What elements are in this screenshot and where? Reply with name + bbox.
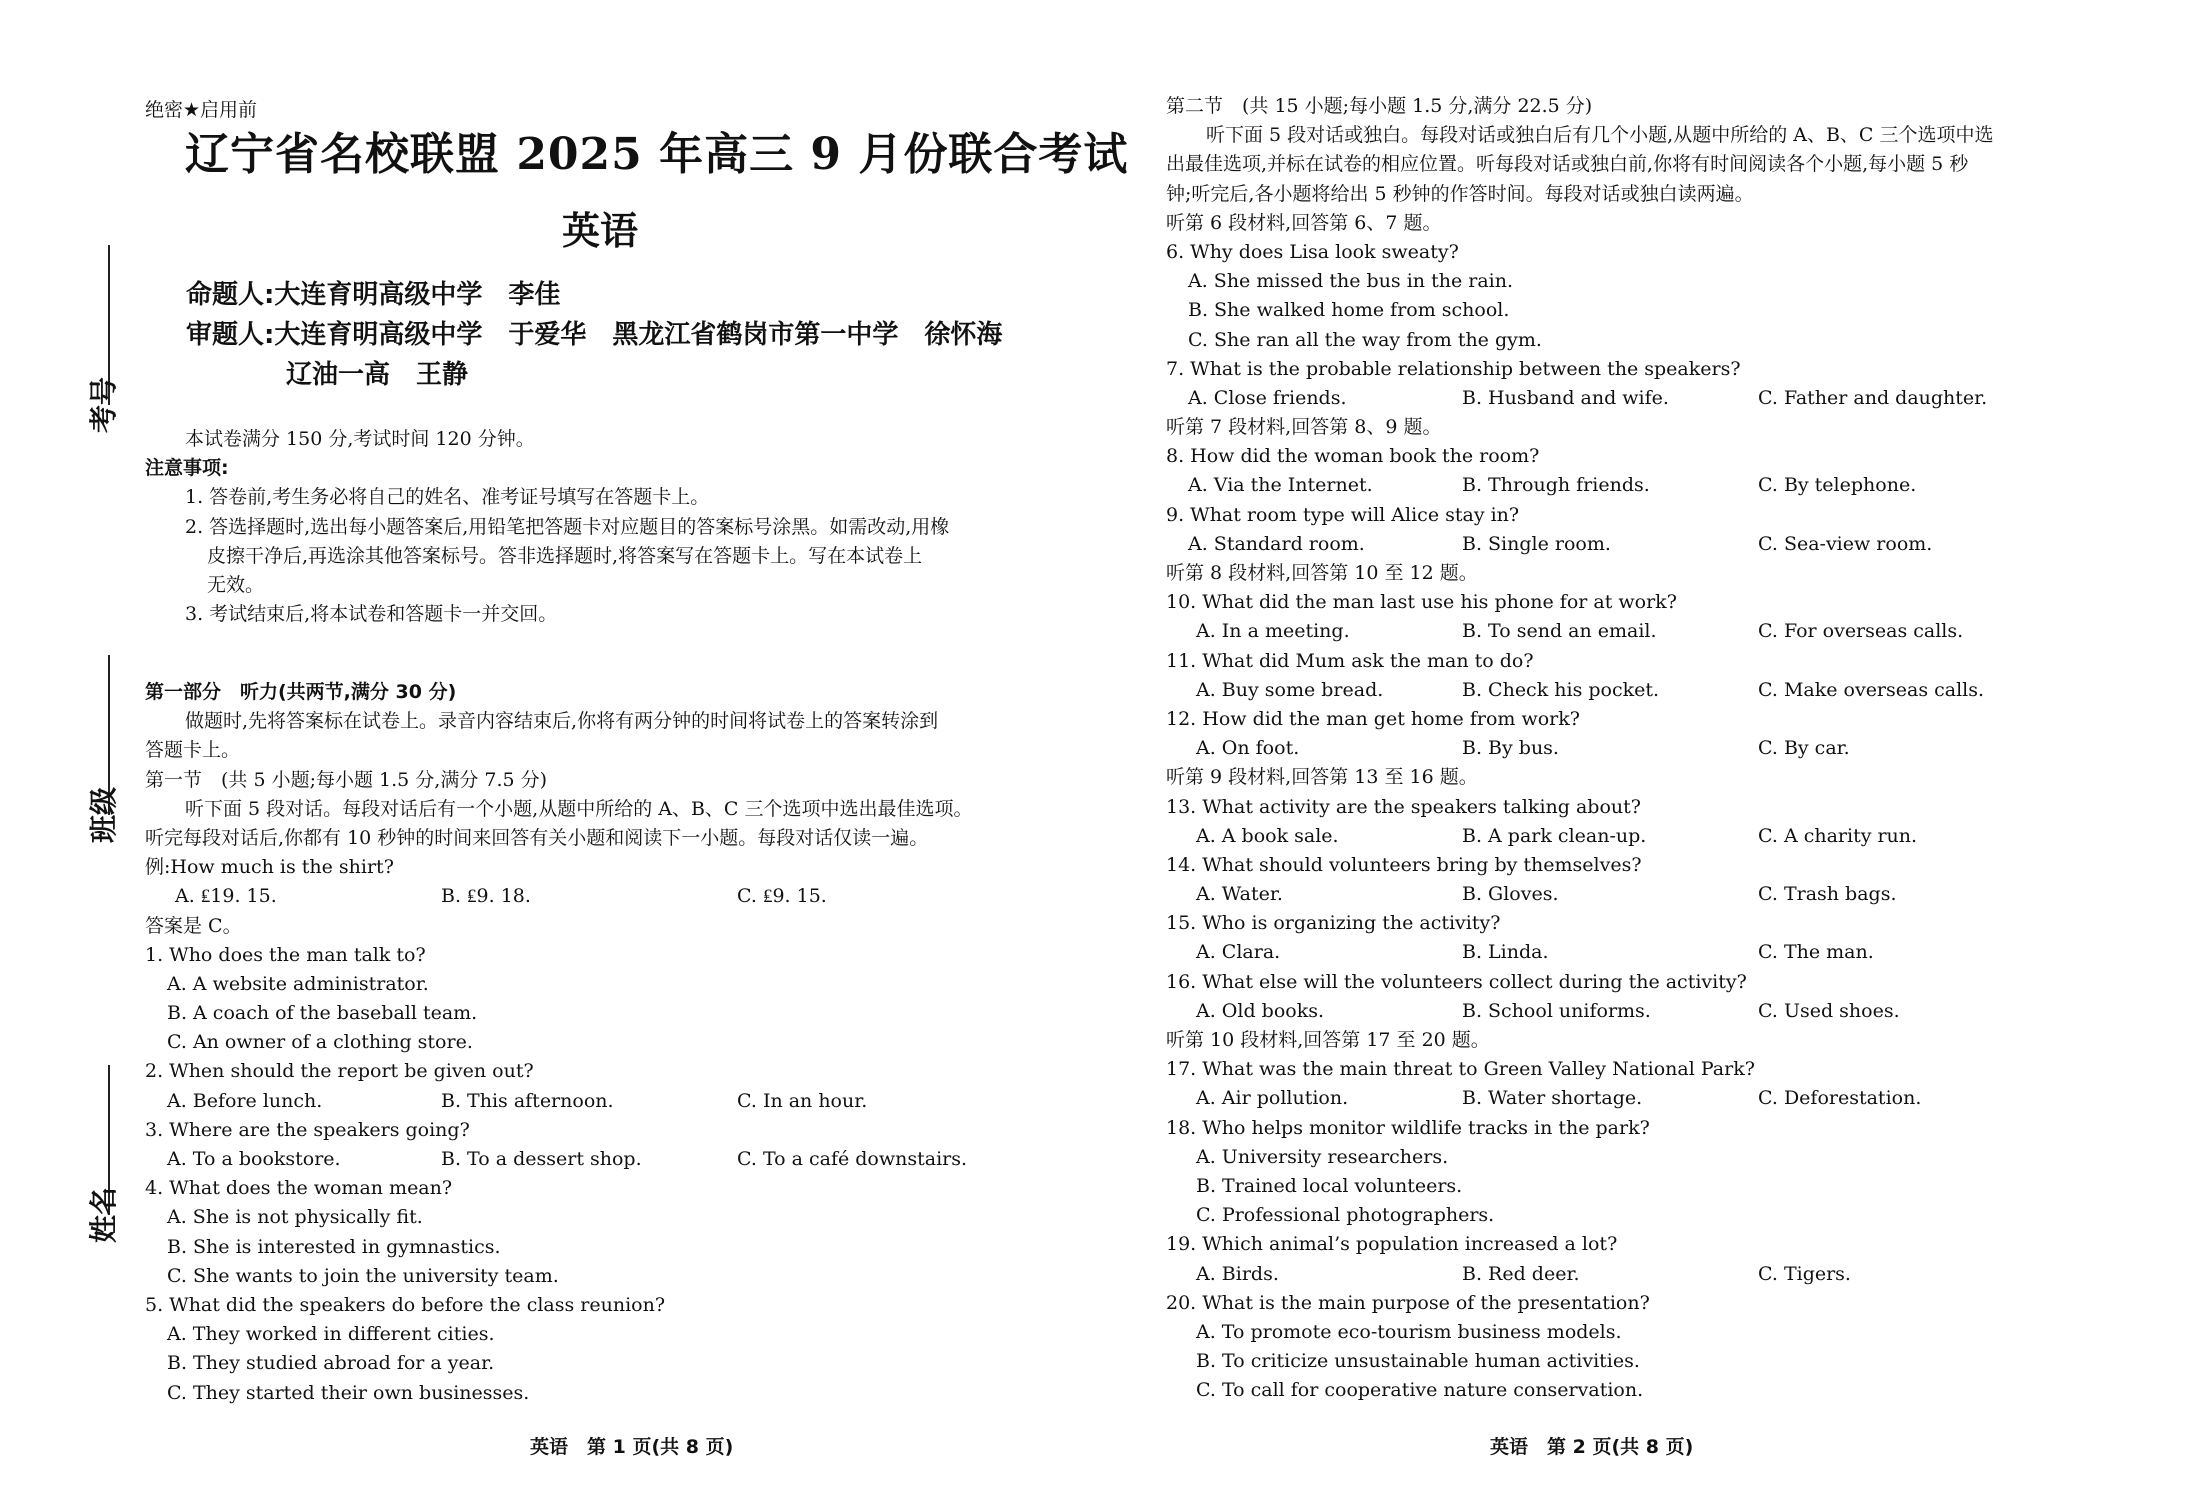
question-20-option-b: B. To criticize unsustainable human activities.: [1196, 1350, 1640, 1373]
author-info: [186, 275, 1002, 395]
question-7-option-b: B. Husband and wife.: [1462, 386, 1669, 409]
question-12-option-a: A. On foot.: [1196, 737, 1300, 760]
question-5-option-b: B. They studied abroad for a year.: [167, 1352, 495, 1375]
question-16-option-b: B. School uniforms.: [1462, 999, 1651, 1022]
question-7-option-a: A. Close friends.: [1188, 386, 1347, 409]
question-3: 3. Where are the speakers going?: [145, 1118, 470, 1141]
question-10-option-b: B. To send an email.: [1462, 620, 1657, 643]
example-answer: 答案是 C。: [145, 914, 242, 937]
part1-listening: [145, 678, 1055, 1408]
author-line: 命题人:大连育明高级中学 李佳: [186, 280, 561, 310]
question-2-option-c: C. In an hour.: [737, 1089, 868, 1112]
question-4: 4. What does the woman mean?: [145, 1177, 453, 1200]
question-4-option-b: B. She is interested in gymnastics.: [167, 1235, 501, 1258]
question-4-option-a: A. She is not physically fit.: [167, 1206, 423, 1229]
question-1-option-c: C. An owner of a clothing store.: [167, 1031, 473, 1054]
section2-intro-c: 钟;听完后,各小题将给出 5 秒钟的作答时间。每段对话或独白读两遍。: [1166, 182, 1754, 205]
question-20-option-c: C. To call for cooperative nature conservation.: [1196, 1379, 1644, 1402]
question-14: 14. What should volunteers bring by themselves?: [1166, 853, 1642, 876]
question-17-option-b: B. Water shortage.: [1462, 1087, 1643, 1110]
question-15-option-c: C. The man.: [1758, 941, 1874, 964]
question-10-options: [1166, 617, 2166, 646]
question-10: 10. What did the man last use his phone for at work?: [1166, 591, 1677, 614]
exam-title: 辽宁省名校联盟 2025 年高三 9 月份联合考试: [185, 129, 1129, 180]
material-9: 听第 9 段材料,回答第 13 至 16 题。: [1166, 766, 1478, 789]
question-17-option-a: A. Air pollution.: [1196, 1087, 1349, 1110]
question-9-option-c: C. Sea-view room.: [1758, 532, 1933, 555]
question-11-option-c: C. Make overseas calls.: [1758, 678, 1985, 701]
question-9: 9. What room type will Alice stay in?: [1166, 503, 1520, 526]
question-9-option-b: B. Single room.: [1462, 532, 1611, 555]
question-7-options: [1166, 384, 2166, 413]
question-13-options: [1166, 822, 2166, 851]
question-4-option-c: C. She wants to join the university team.: [167, 1264, 559, 1287]
question-11-options: [1166, 676, 2166, 705]
question-1-option-a: A. A website administrator.: [167, 972, 429, 995]
section1-intro-a: 听下面 5 段对话。每段对话后有一个小题,从题中所给的 A、B、C 三个选项中选出最佳选项。: [185, 797, 973, 820]
question-8: 8. How did the woman book the room?: [1166, 445, 1540, 468]
material-6: 听第 6 段材料,回答第 6、7 题。: [1166, 211, 1442, 234]
question-7-option-c: C. Father and daughter.: [1758, 386, 1988, 409]
question-3-option-a: A. To a bookstore.: [167, 1148, 341, 1170]
note-3: 3. 考试结束后,将本试卷和答题卡一并交回。: [185, 603, 558, 626]
question-3-option-b: B. To a dessert shop.: [441, 1148, 642, 1170]
question-6-option-a: A. She missed the bus in the rain.: [1188, 270, 1513, 293]
question-19-option-b: B. Red deer.: [1462, 1262, 1580, 1285]
question-3-option-c: C. To a café downstairs.: [737, 1148, 968, 1170]
question-19: 19. Which animal’s population increased a lot?: [1166, 1233, 1618, 1256]
page-right: [1094, 0, 2188, 1508]
notes-title: 注意事项:: [145, 457, 229, 480]
question-17: 17. What was the main threat to Green Valley National Park?: [1166, 1058, 1755, 1081]
question-14-option-a: A. Water.: [1196, 883, 1283, 906]
example-question: 例:How much is the shirt?: [145, 856, 394, 879]
question-12-options: [1166, 734, 2166, 763]
question-2-option-b: B. This afternoon.: [441, 1089, 614, 1112]
example-option-b: B. ₤9. 18.: [441, 885, 531, 908]
note-1: 1. 答卷前,考生务必将自己的姓名、准考证号填写在答题卡上。: [185, 486, 710, 509]
question-9-options: [1166, 530, 2166, 559]
question-2: 2. When should the report be given out?: [145, 1060, 534, 1083]
question-6-option-c: C. She ran all the way from the gym.: [1188, 328, 1542, 351]
material-7: 听第 7 段材料,回答第 8、9 题。: [1166, 416, 1442, 439]
question-12-option-b: B. By bus.: [1462, 737, 1559, 760]
question-12: 12. How did the man get home from work?: [1166, 707, 1580, 730]
question-6-option-b: B. She walked home from school.: [1188, 299, 1510, 322]
question-8-options: [1166, 471, 2166, 500]
note-2a: 2. 答选择题时,选出每小题答案后,用铅笔把答题卡对应题目的答案标号涂黑。如需改动,用橡: [185, 515, 950, 538]
question-11-option-b: B. Check his pocket.: [1462, 678, 1660, 701]
question-19-option-a: A. Birds.: [1196, 1262, 1279, 1285]
question-20: 20. What is the main purpose of the presentation?: [1166, 1291, 1650, 1314]
question-14-option-c: C. Trash bags.: [1758, 883, 1897, 906]
section1-heading: 第一节 (共 5 小题;每小题 1.5 分,满分 7.5 分): [145, 768, 548, 791]
section1-intro-b: 听完每段对话后,你都有 10 秒钟的时间来回答有关小题和阅读下一小题。每段对话仅读一遍。: [145, 826, 929, 849]
part1-intro-b: 答题卡上。: [145, 739, 241, 762]
binding-name-label: 姓名: [87, 1187, 120, 1244]
page-footer-right: 英语 第 2 页(共 8 页): [1490, 1436, 1694, 1458]
question-1-option-b: B. A coach of the baseball team.: [167, 1002, 478, 1025]
example-options: [145, 882, 1055, 911]
question-13-option-b: B. A park clean-up.: [1462, 824, 1647, 847]
section2-heading: 第二节 (共 15 小题;每小题 1.5 分,满分 22.5 分): [1166, 95, 1593, 117]
question-18: 18. Who helps monitor wildlife tracks in the park?: [1166, 1116, 1650, 1139]
page-footer-left: 英语 第 1 页(共 8 页): [530, 1436, 734, 1458]
question-10-option-c: C. For overseas calls.: [1758, 620, 1964, 643]
question-15-options: [1166, 938, 2166, 967]
question-2-option-a: A. Before lunch.: [167, 1089, 323, 1112]
question-15: 15. Who is organizing the activity?: [1166, 912, 1501, 935]
question-17-options: [1166, 1084, 2166, 1113]
question-16: 16. What else will the volunteers collect during the activity?: [1166, 970, 1747, 993]
question-3-options: [145, 1145, 1055, 1174]
part1-heading: 第一部分 听力(共两节,满分 30 分): [145, 681, 457, 703]
material-8: 听第 8 段材料,回答第 10 至 12 题。: [1166, 562, 1478, 584]
section2-intro-a: 听下面 5 段对话或独白。每段对话或独白后有几个小题,从题中所给的 A、B、C 三个选项中选: [1206, 124, 1994, 147]
question-14-option-b: B. Gloves.: [1462, 883, 1559, 906]
question-16-option-a: A. Old books.: [1196, 999, 1324, 1022]
question-17-option-c: C. Deforestation.: [1758, 1087, 1922, 1110]
note-2c: 无效。: [207, 573, 265, 596]
binding-exam-no-label: 考号: [87, 377, 120, 434]
question-12-option-c: C. By car.: [1758, 737, 1850, 760]
question-13-option-c: C. A charity run.: [1758, 824, 1918, 847]
question-10-option-a: A. In a meeting.: [1196, 620, 1350, 643]
binding-class-label: 班级: [87, 787, 120, 844]
question-8-option-b: B. Through friends.: [1462, 474, 1650, 497]
question-7: 7. What is the probable relationship between the speakers?: [1166, 357, 1741, 380]
question-5-option-a: A. They worked in different cities.: [167, 1323, 495, 1346]
question-13-option-a: A. A book sale.: [1196, 824, 1339, 847]
instructions: [145, 425, 1055, 629]
question-14-options: [1166, 880, 2166, 909]
question-13: 13. What activity are the speakers talking about?: [1166, 795, 1641, 818]
question-19-option-c: C. Tigers.: [1758, 1262, 1851, 1285]
question-5: 5. What did the speakers do before the class reunion?: [145, 1293, 666, 1316]
material-10: 听第 10 段材料,回答第 17 至 20 题。: [1166, 1029, 1490, 1051]
question-8-option-c: C. By telephone.: [1758, 474, 1917, 497]
note-2b: 皮擦干净后,再选涂其他答案标号。答非选择题时,将答案写在答题卡上。写在本试卷上: [207, 544, 923, 567]
question-5-option-c: C. They started their own businesses.: [167, 1381, 530, 1404]
question-18-option-b: B. Trained local volunteers.: [1196, 1174, 1463, 1197]
question-15-option-a: A. Clara.: [1196, 941, 1281, 964]
example-option-c: C. ₤9. 15.: [737, 885, 827, 908]
subject-title: 英语: [561, 209, 638, 253]
question-6: 6. Why does Lisa look sweaty?: [1166, 240, 1459, 263]
question-18-option-c: C. Professional photographers.: [1196, 1204, 1495, 1227]
reviewer-line: 审题人:大连育明高级中学 于爱华 黑龙江省鹤岗市第一中学 徐怀海: [186, 320, 1003, 350]
question-2-options: [145, 1087, 1055, 1116]
question-11-option-a: A. Buy some bread.: [1196, 678, 1384, 701]
section2-intro-b: 出最佳选项,并标在试卷的相应位置。听每段对话或独白前,你将有时间阅读各个小题,每小题 5 秒: [1166, 153, 1969, 176]
question-11: 11. What did Mum ask the man to do?: [1166, 649, 1534, 672]
question-18-option-a: A. University researchers.: [1196, 1145, 1449, 1168]
reviewer-line-2: 辽油一高 王静: [286, 360, 469, 390]
question-19-options: [1166, 1260, 2166, 1289]
question-15-option-b: B. Linda.: [1462, 941, 1549, 964]
question-16-options: [1166, 997, 2166, 1026]
example-option-a: A. ₤19. 15.: [175, 885, 277, 908]
question-20-option-a: A. To promote eco-tourism business models.: [1196, 1320, 1622, 1343]
part1-intro-a: 做题时,先将答案标在试卷上。录音内容结束后,你将有两分钟的时间将试卷上的答案转涂到: [185, 710, 939, 733]
question-16-option-c: C. Used shoes.: [1758, 999, 1900, 1022]
part2-section2: [1166, 92, 2166, 1405]
score-info: 本试卷满分 150 分,考试时间 120 分钟。: [185, 428, 535, 450]
question-8-option-a: A. Via the Internet.: [1188, 474, 1373, 497]
confidential-mark: 绝密★启用前: [145, 99, 258, 121]
question-1: 1. Who does the man talk to?: [145, 943, 426, 966]
question-9-option-a: A. Standard room.: [1188, 532, 1365, 555]
